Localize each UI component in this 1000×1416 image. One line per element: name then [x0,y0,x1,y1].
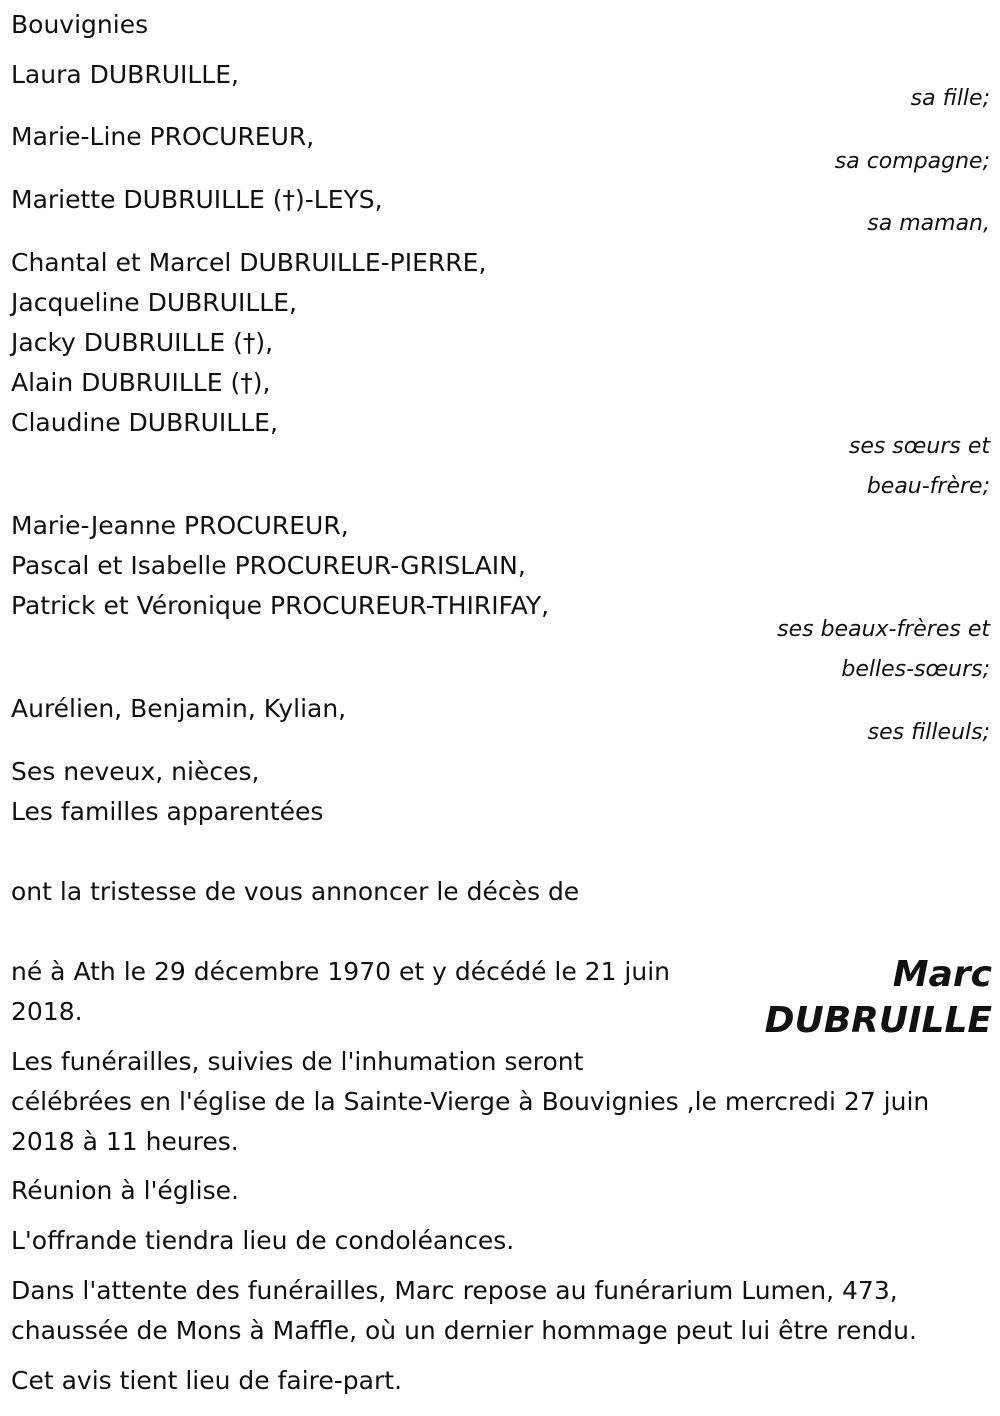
in-laws-relation: ses beaux-frères et [777,617,990,642]
funeral-info: Les funérailles, suivies de l'inhumation seront [11,1047,584,1076]
family-member-name: Marie-Line PROCUREUR, [11,122,315,151]
family-member-relation: sa fille; [910,86,990,111]
family-member-name: Laura DUBRUILLE, [11,60,239,89]
sibling-name: Jacky DUBRUILLE (†), [11,328,274,357]
family-member-relation: sa maman, [867,211,990,236]
godchildren-names: Aurélien, Benjamin, Kylian, [11,694,347,723]
offering-info: L'offrande tiendra lieu de condoléances. [11,1226,515,1255]
siblings-relation: beau-frère; [866,474,990,499]
siblings-relation: ses sœurs et [848,434,990,459]
funeral-home-info: Dans l'attente des funérailles, Marc repose au funérarium Lumen, 473, [11,1276,898,1305]
announcement-text: ont la tristesse de vous annoncer le décès de [11,877,580,906]
closing-note: Cet avis tient lieu de faire-part. [11,1366,403,1395]
sibling-name: Chantal et Marcel DUBRUILLE-PIERRE, [11,248,487,277]
deceased-last-name: DUBRUILLE [764,1000,992,1041]
birth-death-info: né à Ath le 29 décembre 1970 et y décédé le 21 juin [11,957,671,986]
sibling-name: Alain DUBRUILLE (†), [11,368,271,397]
meeting-info: Réunion à l'église. [11,1176,239,1205]
other-relatives: Ses neveux, nièces, [11,757,260,786]
birth-death-info: 2018. [11,997,83,1026]
sibling-name: Claudine DUBRUILLE, [11,408,278,437]
family-member-name: Mariette DUBRUILLE (†)-LEYS, [11,185,383,214]
other-relatives: Les familles apparentées [11,797,324,826]
in-law-name: Marie-Jeanne PROCUREUR, [11,511,349,540]
deceased-first-name: Marc [892,954,992,995]
in-law-name: Pascal et Isabelle PROCUREUR-GRISLAIN, [11,551,526,580]
in-laws-relation: belles-sœurs; [841,657,990,682]
funeral-info: 2018 à 11 heures. [11,1127,239,1156]
location: Bouvignies [11,10,149,39]
funeral-info: célébrées en l'église de la Sainte-Vierge à Bouvignies ,le mercredi 27 juin [11,1087,930,1116]
sibling-name: Jacqueline DUBRUILLE, [11,288,297,317]
godchildren-relation: ses filleuls; [867,720,990,745]
family-member-relation: sa compagne; [834,149,990,174]
funeral-home-info: chaussée de Mons à Maffle, où un dernier hommage peut lui être rendu. [11,1316,917,1345]
in-law-name: Patrick et Véronique PROCUREUR-THIRIFAY, [11,591,550,620]
